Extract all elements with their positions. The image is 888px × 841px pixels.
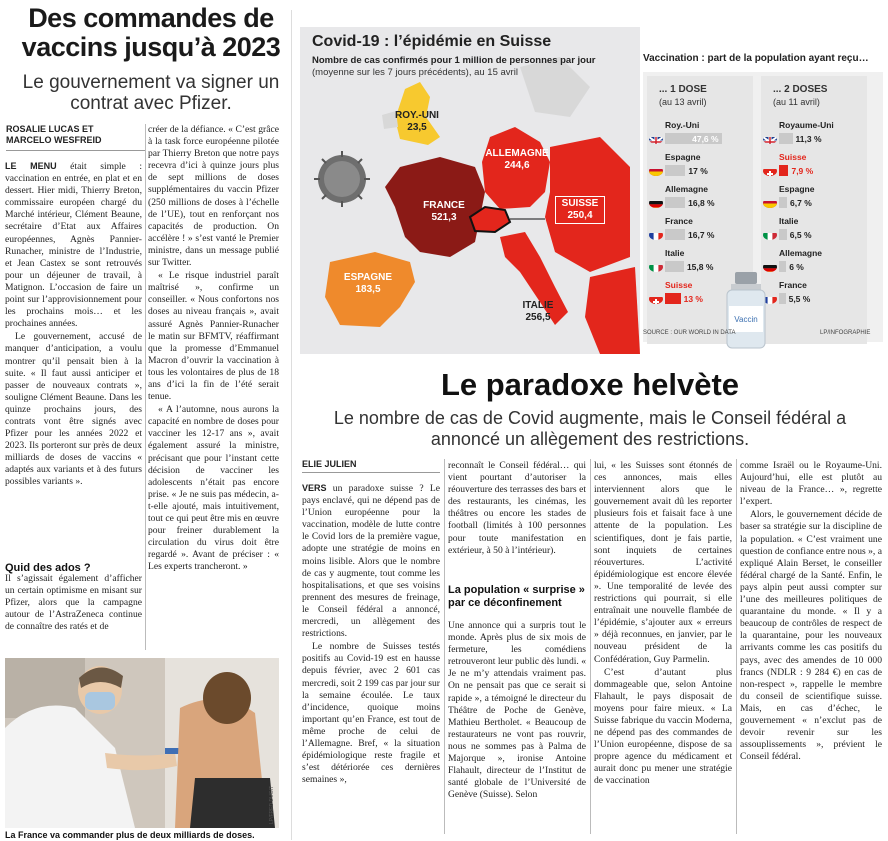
- chart-source: SOURCE : OUR WORLD IN DATA: [643, 330, 736, 336]
- right-column-2: [448, 620, 586, 834]
- paragraph: reconnaît le Conseil fédéral… qui vient pourtant d’autoriser la réouverture des terrasses des bars et des restaurants, les cinémas, les théâtres ou encore les stades de football (limités à 100 personnes pour toute manifestation en extérieur, à 50 à l’intérieur).: [448, 460, 586, 556]
- dose2-column: [761, 76, 867, 344]
- photo-credit: LP/FRED DUGIT: [269, 785, 275, 824]
- flag-uk-icon: [649, 134, 663, 144]
- vaccination-value: 6,5 %: [789, 230, 812, 240]
- label-spain: ESPAGNE 183,5: [343, 272, 393, 295]
- country-name: Allemagne: [779, 248, 822, 258]
- flag-ch-icon: [763, 166, 777, 176]
- map-subtitle-note: (moyenne sur les 7 jours précédents), au 15 avril: [312, 67, 518, 78]
- vaccination-bar: [779, 197, 787, 208]
- vaccination-value: 17 %: [688, 166, 708, 176]
- paragraph: un paradoxe suisse ? Le pays enclavé, qui ne dépend pas de l’Union européenne pour la vaccination, modèle de lutte contre le Covid lors de la première vague, adopte une stratégie de moins en moins lisible. Alors que le nombre de cas y augmente, tout comme les hospitalisations, et que ses voisins prennent des mesures de freinage, le Conseil fédéral a annoncé, mercredi, un allègement des restrictions.: [302, 483, 440, 640]
- label-uk: ROY.-UNI 23,5: [395, 110, 439, 133]
- country-name: Italie: [779, 216, 799, 226]
- label-switzerland: SUISSE 250,4: [555, 196, 605, 224]
- flag-fr-icon: [649, 230, 663, 240]
- vaccination-title: Vaccination : part de la population ayant reçu…: [643, 53, 869, 64]
- left-byline: ROSALIE LUCAS ET MARCELO WESFREID: [6, 124, 102, 145]
- country-name: Suisse: [779, 152, 807, 162]
- vaccination-row: [761, 248, 867, 274]
- vaccination-row: [647, 184, 753, 210]
- vial-label: Vaccin: [734, 315, 758, 324]
- vaccination-bar: [665, 165, 685, 176]
- vaccination-value: 47,6 %: [692, 134, 719, 144]
- dose1-title: ... 1 DOSE: [659, 84, 707, 95]
- section-divider: [291, 10, 292, 840]
- paragraph: créer de la défiance. « C’est grâce à la task force européenne pilotée par Thierry Breton que notre pays recevra d’ici à quinze jours plus de sept millions de doses supplémentaires du vaccin Pfizer (250 millions de doses à l’échelle de l’UE), tout en renforçant nos capacités de production. On accélère ! » s’est vanté le Premier ministre, dans un message publié sur Twitter.: [148, 124, 279, 269]
- vaccination-row: [761, 152, 867, 178]
- label-france: FRANCE 521,3: [423, 200, 465, 223]
- paragraph: C’est d’autant plus dommageable que, selon Antoine Flahault, le pays disposait de moyens pour faire mieux. « La Suisse fabrique du vaccin Moderna, ne dépend pas des commandes de l’Union européenne, dispose de sa propre agence du médicament et aurait donc pu mener une stratégie de vaccination: [594, 666, 732, 787]
- right-byline: ELIE JULIEN: [302, 459, 357, 469]
- country-name: Royaume-Uni: [779, 120, 834, 130]
- column-rule: [444, 459, 445, 834]
- flag-es-icon: [763, 198, 777, 208]
- paragraph: était simple : vaccination en entrée, en plat et en dessert. Hier midi, Thierry Breton, commissaire européen chargé du Marché intérieur, Clément Beaune, secrétaire d’Etat aux Affaires européennes, Agnès Pannier-Runacher, ministre de l’Industrie, et Jean Castex se sont retrouvés pour un déjeuner de travail, à Matignon. L’occasion de faire un point sur l’approvisionnement pour les prochains mois… et les prochaines années.: [5, 161, 142, 330]
- vaccination-value: 16,8 %: [688, 198, 715, 208]
- vaccination-bar: [779, 133, 793, 144]
- vaccination-value: 5,5 %: [788, 294, 811, 304]
- intertitle: Quid des ados ?: [5, 562, 91, 574]
- vaccination-bar: [665, 229, 685, 240]
- country-name: Espagne: [779, 184, 815, 194]
- vaccination-value: 6,7 %: [790, 198, 812, 208]
- left-article-title: Des commandes de vaccins jusqu’à 2023: [21, 3, 281, 62]
- byline-rule: [302, 472, 440, 473]
- left-column-2: [148, 124, 279, 652]
- photo-caption: La France va commander plus de deux milliards de doses.: [5, 830, 255, 840]
- vaccination-bar: [665, 197, 685, 208]
- country-name: France: [665, 216, 693, 226]
- vaccination-panel: [643, 72, 883, 342]
- left-column-1: [5, 160, 142, 560]
- dose2-title: ... 2 DOSES: [773, 84, 828, 95]
- flag-es-icon: [649, 166, 663, 176]
- vaccination-value: 16,7 %: [688, 230, 715, 240]
- left-article-subtitle: Le gouvernement va signer un contrat avec Pfizer.: [22, 72, 280, 114]
- paragraph: Il s’agissait également d’afficher un certain optimisme en misant sur Pfizer, alors que la campagne autour de l’AstraZeneca continue de connaître des ratés et de: [5, 573, 142, 633]
- vaccination-value: 7,9 %: [791, 166, 814, 176]
- right-column-3: [594, 460, 732, 834]
- vaccine-vial-icon: [721, 272, 771, 350]
- column-rule: [736, 459, 737, 834]
- vaccination-bar: [665, 293, 681, 304]
- paragraph: Alors, le gouvernement décide de baser sa stratégie sur la discipline de la population. « C’est vraiment une question de confiance entre nous », a expliqué Alain Berset, le conseiller fédéral chargé de la Santé. Enfin, le pays alpin peut aussi compter sur l’une des meilleures politiques de quarantaine du monde. « Il y a beaucoup de contrôles de respect de la quarantaine, pour les nouveaux arrivants comme les cas positifs du pays, avec des amendes de 10 000 francs (NDLR : 9 284 €) en cas de non-respect », rappelle le membre du conseil de scientifique suisse. Mais, en cas d’échec, le gouvernement « n’exclut pas de devoir revenir sur les assouplissements », prévient le Conseil fédéral.: [740, 509, 882, 763]
- vaccination-row: [761, 120, 867, 146]
- label-italy: ITALIE 256,5: [522, 300, 554, 323]
- paragraph: « A l’automne, nous aurons la capacité en nombre de doses pour vacciner les 12-17 ans », avait également assuré la ministre, précisant que pour l’instant cette décision de vacciner les adolescents n’était pas encore prise. « Je ne suis pas médecin, a-t-elle ajouté, mais intuitivement, tout ce qui peut être mis en œuvre pour freiner durablement la circulation du virus doit être regardé ». Avant de préciser : « Les experts trancheront. »: [148, 404, 279, 573]
- vaccination-row: [761, 184, 867, 210]
- flag-it-icon: [649, 262, 663, 272]
- left-column-1-end: [5, 573, 142, 651]
- paragraph: Le gouvernement, accusé de manquer d’anticipation, a voulu montrer qu’il pensait bien à la suite. « Il faut aussi anticiper et passer de nouveaux contrats », souligne Clément Beaune. Dans les quinze prochains jours, des contrats vont être signés avec Pfizer pour les années 2022 et 2023. Ils porteront sur près de deux milliards de doses de vaccins « adaptés aux variants et à des futurs possibles variants ».: [5, 331, 142, 488]
- flag-uk-icon: [763, 134, 777, 144]
- right-article-title: Le paradoxe helvète: [440, 367, 740, 402]
- country-name: Roy.-Uni: [665, 120, 700, 130]
- flag-de-icon: [763, 262, 777, 272]
- vaccination-value: 13 %: [683, 294, 703, 304]
- country-name: Suisse: [665, 280, 693, 290]
- map-title: Covid-19 : l’épidémie en Suisse: [312, 33, 552, 50]
- right-column-4: [740, 460, 882, 834]
- dose1-date: (au 13 avril): [659, 97, 707, 107]
- vaccination-row: [647, 120, 753, 146]
- right-column-1: [302, 482, 440, 834]
- vaccination-row: [761, 280, 867, 306]
- paragraph: « Le risque industriel paraît maîtrisé », confirme un conseiller. « Nous confortons nos doses au niveau français », avait assuré Agnès Pannier-Runacher le matin sur BFMTV, réaffirmant que la promesse d’Emmanuel Macron d’ouvrir la vaccination à tous les volontaires de plus de 18 ans d’ici la fin de l’été serait tenue.: [148, 270, 279, 403]
- flag-de-icon: [649, 198, 663, 208]
- map-subtitle: Nombre de cas confirmés pour 1 million de personnes par jour: [312, 55, 596, 66]
- chart-credit: LP/INFOGRAPHIE: [820, 330, 871, 336]
- vaccination-bar: [779, 261, 786, 272]
- country-name: Allemagne: [665, 184, 708, 194]
- vaccination-row: [761, 216, 867, 242]
- right-column-2-top: [448, 460, 586, 580]
- byline-rule: [6, 150, 146, 151]
- right-article-subtitle: Le nombre de cas de Covid augmente, mais le Conseil fédéral a annoncé un allègement des restrictions.: [333, 408, 847, 449]
- paragraph: Le nombre de Suisses testés positifs au Covid-19 est en hausse depuis février, avec 2 601 cas mercredi, soit 2 199 cas par jour sur la semaine écoulée. Le taux d’incidence, quoique moins important qu’en France, est tout de même proche de celui de l’Allemagne. Bref, « la situation épidémiologique reste fragile et s’est détériorée ces dernières semaines »,: [302, 641, 440, 786]
- vaccination-value: 6 %: [789, 262, 804, 272]
- column-rule: [590, 459, 591, 834]
- column-rule: [145, 124, 146, 650]
- vaccination-bar: [779, 165, 788, 176]
- country-name: Espagne: [665, 152, 701, 162]
- vaccination-value: 15,8 %: [686, 262, 714, 272]
- lead-word: VERS: [302, 483, 327, 493]
- lead-word: LE MENU: [5, 161, 57, 171]
- flag-ch-icon: [649, 294, 663, 304]
- vaccination-row: [647, 216, 753, 242]
- flag-it-icon: [763, 230, 777, 240]
- vaccination-bar: [665, 261, 684, 272]
- photo-vaccination: [5, 658, 279, 828]
- intertitle: La population « surprise » par ce déconfinement: [448, 584, 585, 609]
- paragraph: Une annonce qui a surpris tout le monde. Après plus de six mois de fermeture, les comédiens retrouveront leur public dès lundi. « Je ne m’y attendais vraiment pas. On ne pensait pas que ce serait si rapide », a témoigné le directeur du Théâtre de Poche de Genève, Mathieu Bertholet. « Beaucoup de restaurateurs ne vont pas rouvrir, nous ne sommes pas à Palma de Majorque », ironise Antoine Flahault, directeur de l’Institut de santé globale de l’Université de Genève (Suisse). Selon: [448, 620, 586, 801]
- country-name: France: [779, 280, 807, 290]
- vaccination-row: [647, 248, 753, 274]
- vaccination-value: 11,3 %: [795, 134, 822, 144]
- vaccination-bar: [779, 293, 786, 304]
- country-name: Italie: [665, 248, 685, 258]
- vaccination-row: [647, 152, 753, 178]
- paragraph: comme Israël ou le Royaume-Uni. Aujourd’hui, elle est plutôt au niveau de la France… », regrette l’expert.: [740, 460, 882, 508]
- dose2-date: (au 11 avril): [773, 97, 820, 107]
- label-germany: ALLEMAGNE 244,6: [485, 148, 549, 171]
- paragraph: lui, « les Suisses sont étonnés de ces annonces, mais elles interviennent alors que le gouvernement avait dû les reporter plusieurs fois et faisait face à une attente de la population. Les scientifiques, dont je fais partie, sont inquiets de certaines réouvertures. L’activité épidémiologique est encore élevée ». Une temporalité de levée des restrictions qui pourrait, si elle entraînait une nouvelle flambée de l’épidémie, s’ajouter aux « erreurs » déjà reconnues, en janvier, par le nouveau président de la Confédération, Guy Parmelin.: [594, 460, 732, 665]
- vaccination-bar: [779, 229, 787, 240]
